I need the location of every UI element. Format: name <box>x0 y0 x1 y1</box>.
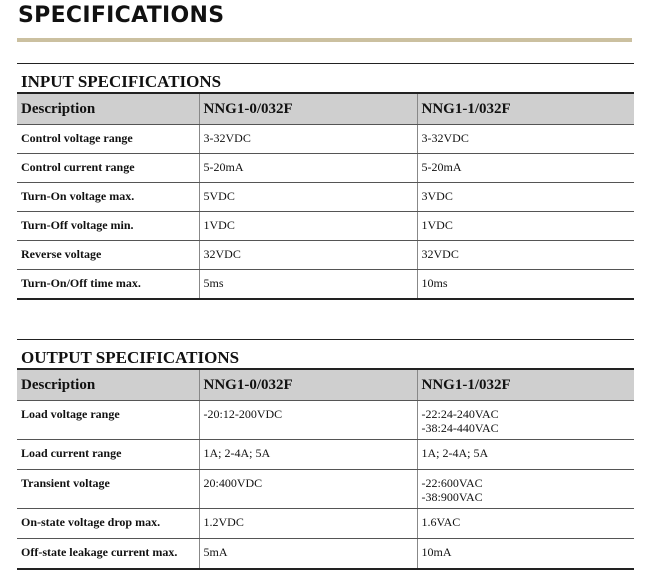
row-label: Turn-Off voltage min. <box>17 212 199 241</box>
row-value-model-0: 5ms <box>199 270 417 299</box>
output-specifications-section <box>17 339 634 570</box>
row-label: Reverse voltage <box>17 241 199 270</box>
table-row <box>17 440 634 470</box>
row-value-model-1 <box>417 470 634 509</box>
table-header-row <box>17 94 634 125</box>
row-value-model-0: 3-32VDC <box>199 125 417 154</box>
row-value-model-1: 3-32VDC <box>417 125 634 154</box>
header-model-0: NNG1-0/032F <box>199 94 417 125</box>
row-label: Transient voltage <box>17 470 199 509</box>
header-description: Description <box>17 94 199 125</box>
row-value-model-0: 1A; 2-4A; 5A <box>199 440 417 470</box>
row-value-model-1: 3VDC <box>417 183 634 212</box>
page-title: SPECIFICATIONS <box>18 3 225 28</box>
row-value-model-0: 5VDC <box>199 183 417 212</box>
row-value-model-1: 32VDC <box>417 241 634 270</box>
header-model-1: NNG1-1/032F <box>417 94 634 125</box>
row-label: Load voltage range <box>17 401 199 440</box>
table-row <box>17 154 634 183</box>
table-row <box>17 401 634 440</box>
header-description: Description <box>17 370 199 401</box>
value-line: -38:24-440VAC <box>421 421 499 435</box>
row-label: Control current range <box>17 154 199 183</box>
row-value-model-0: 32VDC <box>199 241 417 270</box>
value-line: -38:900VAC <box>421 490 483 504</box>
row-label: On-state voltage drop max. <box>17 509 199 539</box>
table-row <box>17 125 634 154</box>
table-row <box>17 183 634 212</box>
value-line: -22:600VAC <box>421 476 483 490</box>
row-value-model-1: 5-20mA <box>417 154 634 183</box>
output-section-title: OUTPUT SPECIFICATIONS <box>17 339 634 370</box>
table-row <box>17 212 634 241</box>
header-model-1: NNG1-1/032F <box>417 370 634 401</box>
row-value-model-1: 1.6VAC <box>417 509 634 539</box>
row-value-model-0: 5mA <box>199 539 417 569</box>
row-value-model-0: 1.2VDC <box>199 509 417 539</box>
row-value-model-0: 20:400VDC <box>199 470 417 509</box>
input-section-title: INPUT SPECIFICATIONS <box>17 63 634 94</box>
row-value-model-0: -20:12-200VDC <box>199 401 417 440</box>
header-model-0: NNG1-0/032F <box>199 370 417 401</box>
value-line: -22:24-240VAC <box>421 407 499 421</box>
table-row <box>17 270 634 299</box>
table-row <box>17 241 634 270</box>
row-value-model-0: 1VDC <box>199 212 417 241</box>
table-header-row <box>17 370 634 401</box>
row-value-model-1: 1A; 2-4A; 5A <box>417 440 634 470</box>
row-label: Load current range <box>17 440 199 470</box>
title-divider <box>17 38 632 42</box>
row-label: Turn-On/Off time max. <box>17 270 199 299</box>
row-value-model-1 <box>417 401 634 440</box>
row-label: Off-state leakage current max. <box>17 539 199 569</box>
output-spec-table <box>17 370 634 570</box>
input-specifications-section <box>17 63 634 300</box>
row-value-model-1: 10mA <box>417 539 634 569</box>
row-label: Control voltage range <box>17 125 199 154</box>
table-row <box>17 539 634 569</box>
input-spec-table <box>17 94 634 300</box>
row-label: Turn-On voltage max. <box>17 183 199 212</box>
table-row <box>17 470 634 509</box>
row-value-model-1: 1VDC <box>417 212 634 241</box>
row-value-model-0: 5-20mA <box>199 154 417 183</box>
row-value-model-1: 10ms <box>417 270 634 299</box>
table-row <box>17 509 634 539</box>
